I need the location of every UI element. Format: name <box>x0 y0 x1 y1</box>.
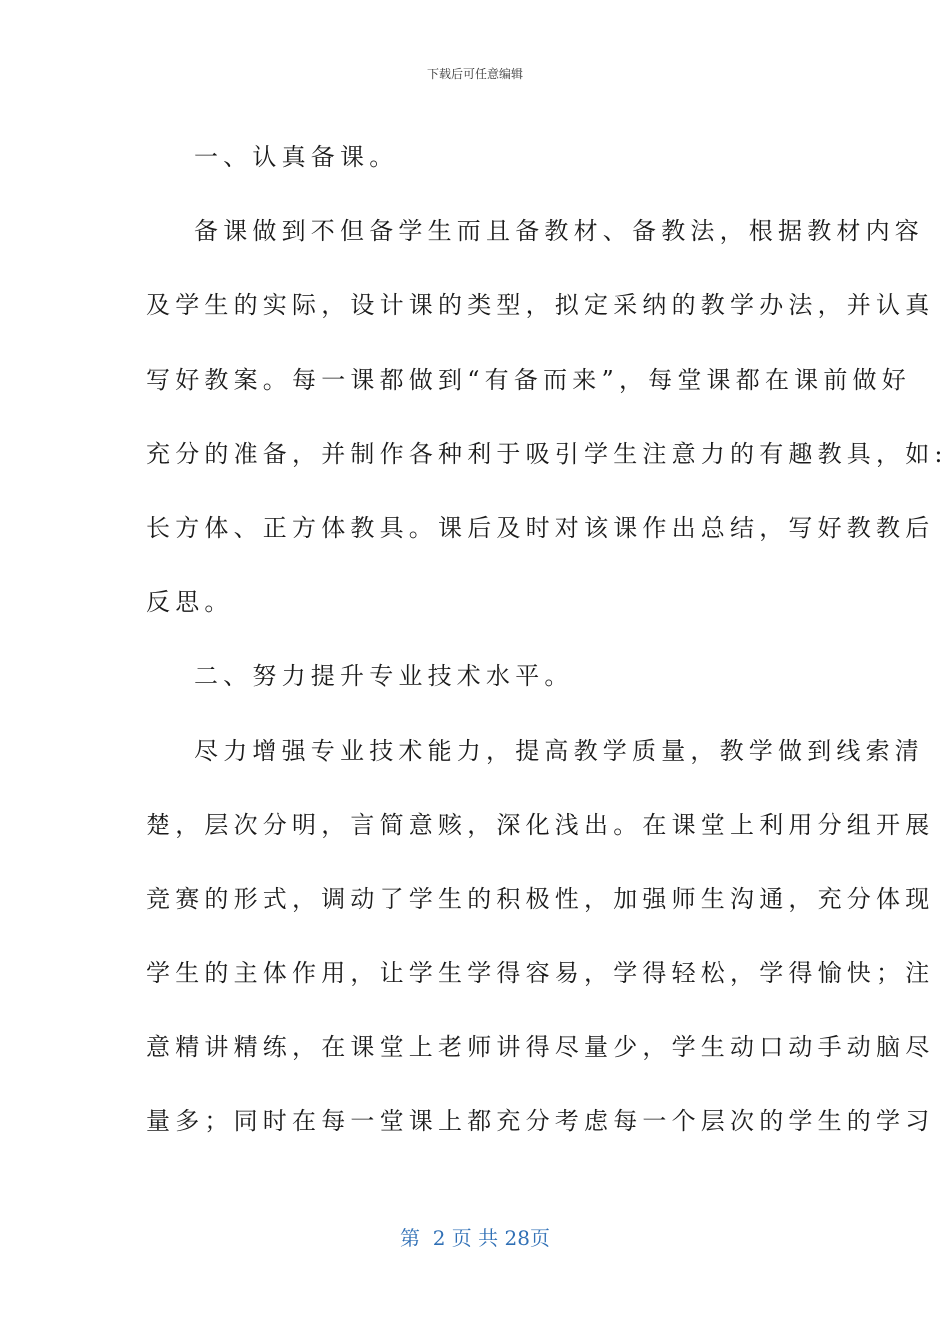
paragraph-line: 反思。 <box>146 588 234 617</box>
paragraph-line: 写好教案。每一课都做到“有备而来”，每堂课都在课前做好 <box>146 365 911 394</box>
paragraph-line: 意精讲精练，在课堂上老师讲得尽量少，学生动口动手动脑尽 <box>146 1033 935 1062</box>
paragraph-line: 量多；同时在每一堂课上都充分考虑每一个层次的学生的学习 <box>146 1107 935 1136</box>
paragraph-line: 充分的准备，并制作各种利于吸引学生注意力的有趣教具，如: <box>146 439 948 468</box>
document-body <box>146 120 948 1159</box>
paragraph-line: 学生的主体作用，让学生学得容易，学得轻松，学得愉快；注 <box>146 959 935 988</box>
section-heading-1: 一、认真备课。 <box>194 143 399 171</box>
paragraph-line: 尽力增强专业技术能力，提高教学质量，教学做到线索清 <box>194 736 924 765</box>
section-heading-2: 二、努力提升专业技术水平。 <box>194 662 574 691</box>
paragraph-line: 竞赛的形式，调动了学生的积极性，加强师生沟通，充分体现 <box>146 884 935 913</box>
paragraph-line: 长方体、正方体教具。课后及时对该课作出总结，写好教教后 <box>146 513 935 542</box>
page-number-footer: 第 2 页 共 28页 <box>400 1226 550 1250</box>
paragraph-line: 及学生的实际，设计课的类型，拟定采纳的教学办法，并认真 <box>146 291 935 320</box>
paragraph-line: 楚，层次分明，言简意赅，深化浅出。在课堂上利用分组开展 <box>146 810 935 839</box>
paragraph-line: 备课做到不但备学生而且备教材、备教法，根据教材内容 <box>194 217 924 246</box>
page-header: 下载后可任意编辑 <box>426 67 523 81</box>
